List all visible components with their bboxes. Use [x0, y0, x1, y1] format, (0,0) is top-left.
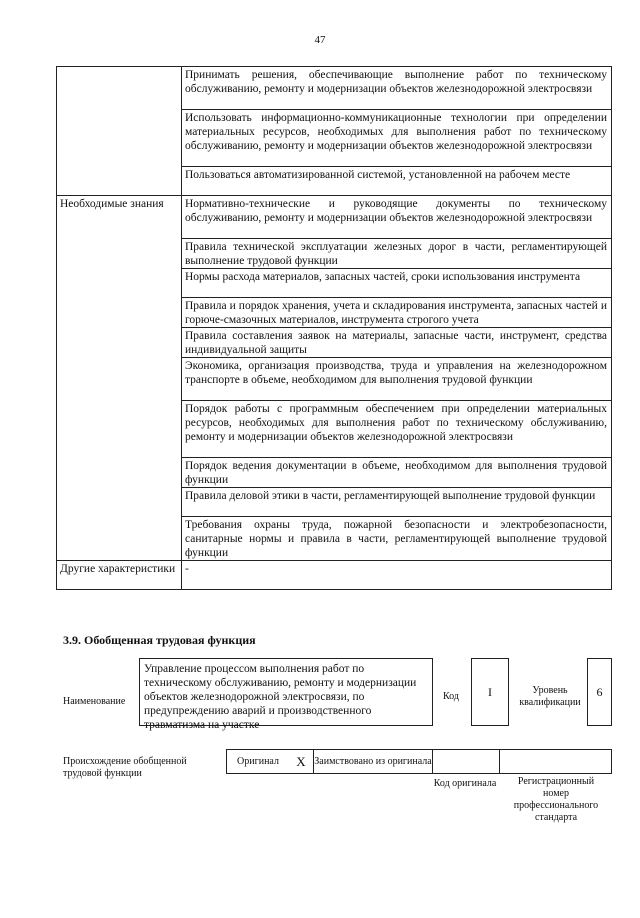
section-title: 3.9. Обобщенная трудовая функция	[63, 633, 256, 647]
knowledge-item: Требования охраны труда, пожарной безопасности и электробезопасности, санитарные нормы и правила в части, регламентирующей выполнение трудовой функции	[182, 517, 612, 561]
table-row	[57, 196, 612, 239]
knowledge-item: Экономика, организация производства, труда и управления на железнодорожном транспорте в объеме, необходимом для выполнения трудовой функции	[182, 358, 612, 401]
row-header-other: Другие характеристики	[57, 561, 182, 590]
borrowed-label: Заимствовано из оригинала	[314, 750, 433, 774]
knowledge-skills-table	[56, 66, 612, 590]
skill-item: Принимать решения, обеспечивающие выполнение работ по техническому обслуживанию, ремонту и модернизации объектов железнодорожной электросвязи	[182, 67, 612, 110]
origin-label: Происхождение обобщенной трудовой функции	[63, 756, 187, 779]
skill-item: Пользоваться автоматизированной системой, установленной на рабочем месте	[182, 167, 612, 196]
origin-code-cell	[433, 750, 500, 774]
reg-number-cell	[500, 750, 612, 774]
skill-item: Использовать информационно-коммуникационные технологии при определении материальных ресурсов, необходимых для выполнения работ по техническому обслуживанию, ремонту и модернизации объектов железнодорожной электросвязи	[182, 110, 612, 167]
original-label: Оригинал	[227, 750, 290, 774]
table-row	[57, 67, 612, 110]
knowledge-item: Порядок работы с программным обеспечением при определении материальных ресурсов, необходимых для выполнения работ по техническому обслуживанию, ремонту и модернизации объектов железнодорожной электросвязи	[182, 401, 612, 458]
knowledge-item: Правила технической эксплуатации железных дорог в части, регламентирующей выполнение трудовой функции	[182, 239, 612, 269]
code-value-box: I	[471, 658, 509, 726]
level-value-box: 6	[587, 658, 612, 726]
row-header	[57, 67, 182, 196]
knowledge-item: Нормы расхода материалов, запасных частей, сроки использования инструмента	[182, 269, 612, 298]
table-row	[57, 561, 612, 590]
knowledge-item: Порядок ведения документации в объеме, необходимом для выполнения трудовой функции	[182, 458, 612, 488]
origin-table	[226, 749, 612, 774]
reg-number-caption: Регистрационный номер профессионального стандарта	[513, 776, 599, 823]
original-mark: X	[289, 750, 314, 774]
origin-code-caption: Код оригинала	[433, 778, 497, 789]
knowledge-item: Правила составления заявок на материалы, запасные части, инструмент, средства индивидуальной защиты	[182, 328, 612, 358]
page-number: 47	[314, 34, 326, 46]
knowledge-item: Правила и порядок хранения, учета и складирования инструмента, запасных частей и горюче-смазочных материалов, инструмента строгого учета	[182, 298, 612, 328]
other-value: -	[182, 561, 612, 590]
name-label: Наименование	[63, 696, 126, 707]
level-label: Уровень квалификации	[519, 685, 581, 708]
row-header-knowledge: Необходимые знания	[57, 196, 182, 561]
knowledge-item: Правила деловой этики в части, регламентирующей выполнение трудовой функции	[182, 488, 612, 517]
function-name-box: Управление процессом выполнения работ по техническому обслуживанию, ремонту и модернизации объектов железнодорожной электросвязи, по предупреждению аварий и производственного травматизма на участке	[139, 658, 433, 726]
knowledge-item: Нормативно-технические и руководящие документы по техническому обслуживанию, ремонту и модернизации объектов железнодорожной электросвязи	[182, 196, 612, 239]
code-label: Код	[443, 691, 459, 702]
